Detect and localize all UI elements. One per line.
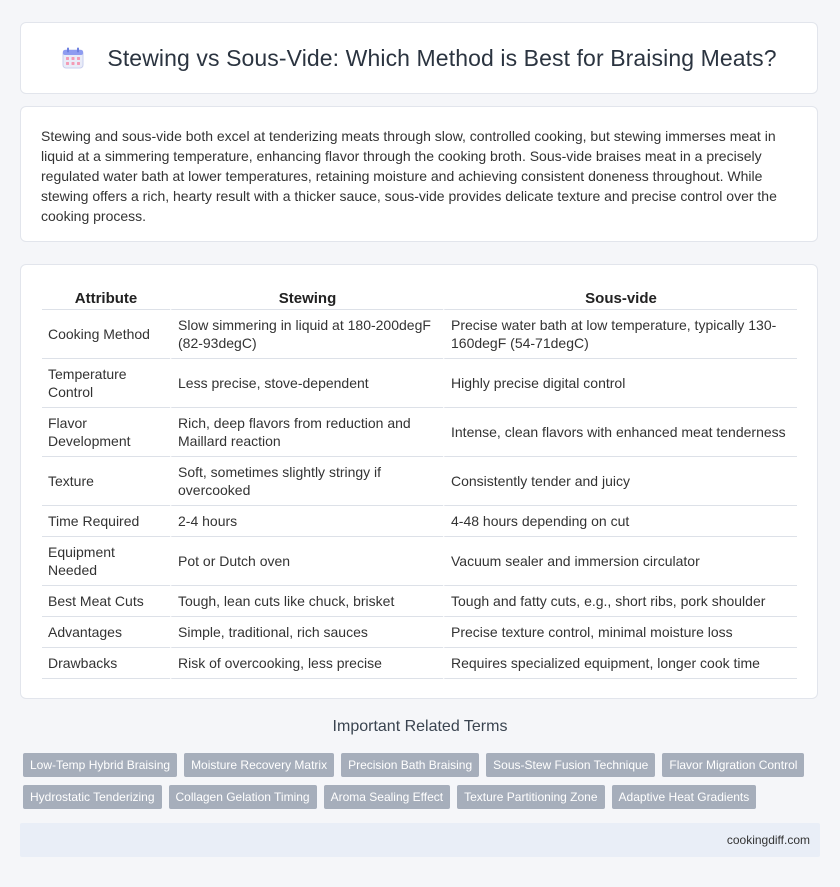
related-term-tag[interactable]: Hydrostatic Tenderizing	[23, 785, 162, 809]
table-cell: Simple, traditional, rich sauces	[170, 617, 443, 648]
table-cell: Less precise, stove-dependent	[170, 359, 443, 408]
table-cell: Vacuum sealer and immersion circulator	[443, 537, 797, 586]
table-row	[42, 537, 797, 586]
table-header-row	[42, 285, 797, 310]
table-cell: Rich, deep flavors from reduction and Maillard reaction	[170, 408, 443, 457]
table-row	[42, 457, 797, 506]
table-cell: Highly precise digital control	[443, 359, 797, 408]
column-header-stewing: Stewing	[170, 285, 443, 310]
table-cell: 2-4 hours	[170, 506, 443, 537]
footer-site-link[interactable]: cookingdiff.com	[726, 833, 810, 847]
table-cell: Consistently tender and juicy	[443, 457, 797, 506]
comparison-table	[42, 285, 797, 679]
related-term-tag[interactable]: Sous-Stew Fusion Technique	[486, 753, 655, 777]
intro-card	[20, 106, 818, 242]
table-cell: Texture	[42, 457, 170, 506]
table-cell: Drawbacks	[42, 648, 170, 679]
calendar-icon	[61, 46, 85, 70]
table-cell: Cooking Method	[42, 310, 170, 359]
page-header	[20, 22, 818, 94]
related-terms-row-2	[23, 785, 823, 809]
related-term-tag[interactable]: Adaptive Heat Gradients	[612, 785, 757, 809]
table-cell: Advantages	[42, 617, 170, 648]
table-cell: Slow simmering in liquid at 180-200degF (82-93degC)	[170, 310, 443, 359]
comparison-table-card	[20, 264, 818, 699]
table-cell: Pot or Dutch oven	[170, 537, 443, 586]
related-term-tag[interactable]: Low-Temp Hybrid Braising	[23, 753, 177, 777]
table-row	[42, 408, 797, 457]
related-term-tag[interactable]: Flavor Migration Control	[662, 753, 804, 777]
related-term-tag[interactable]: Moisture Recovery Matrix	[184, 753, 334, 777]
table-cell: Requires specialized equipment, longer cook time	[443, 648, 797, 679]
table-row	[42, 617, 797, 648]
table-cell: Time Required	[42, 506, 170, 537]
table-cell: Intense, clean flavors with enhanced meat tenderness	[443, 408, 797, 457]
footer	[20, 823, 820, 857]
column-header-attribute: Attribute	[42, 285, 170, 310]
table-cell: Equipment Needed	[42, 537, 170, 586]
table-cell: Soft, sometimes slightly stringy if overcooked	[170, 457, 443, 506]
table-cell: Tough and fatty cuts, e.g., short ribs, pork shoulder	[443, 586, 797, 617]
table-cell: Precise texture control, minimal moisture loss	[443, 617, 797, 648]
related-term-tag[interactable]: Texture Partitioning Zone	[457, 785, 604, 809]
page-title: Stewing vs Sous-Vide: Which Method is Best for Braising Meats?	[107, 44, 777, 71]
related-terms-row-1	[23, 753, 823, 777]
intro-text: Stewing and sous-vide both excel at tenderizing meats through slow, controlled cooking, but stewing immerses meat in liquid at a simmering temperature, enhancing flavor through the cooking broth. Sous-vide braises meat in a precisely regulated water bath at lower temperatures, retaining moisture and achieving consistent doneness throughout. While stewing offers a rich, hearty result with a thicker sauce, sous-vide provides delicate texture and precise control over the cooking process.	[41, 128, 777, 224]
table-cell: Best Meat Cuts	[42, 586, 170, 617]
table-row	[42, 648, 797, 679]
table-cell: Risk of overcooking, less precise	[170, 648, 443, 679]
table-cell: 4-48 hours depending on cut	[443, 506, 797, 537]
table-cell: Flavor Development	[42, 408, 170, 457]
related-term-tag[interactable]: Precision Bath Braising	[341, 753, 479, 777]
table-cell: Tough, lean cuts like chuck, brisket	[170, 586, 443, 617]
table-row	[42, 310, 797, 359]
table-row	[42, 506, 797, 537]
related-term-tag[interactable]: Aroma Sealing Effect	[324, 785, 451, 809]
related-term-tag[interactable]: Collagen Gelation Timing	[169, 785, 317, 809]
table-row	[42, 359, 797, 408]
table-row	[42, 586, 797, 617]
related-terms-title: Important Related Terms	[332, 718, 508, 735]
table-cell: Temperature Control	[42, 359, 170, 408]
column-header-sous-vide: Sous-vide	[443, 285, 797, 310]
table-cell: Precise water bath at low temperature, typically 130-160degF (54-71degC)	[443, 310, 797, 359]
